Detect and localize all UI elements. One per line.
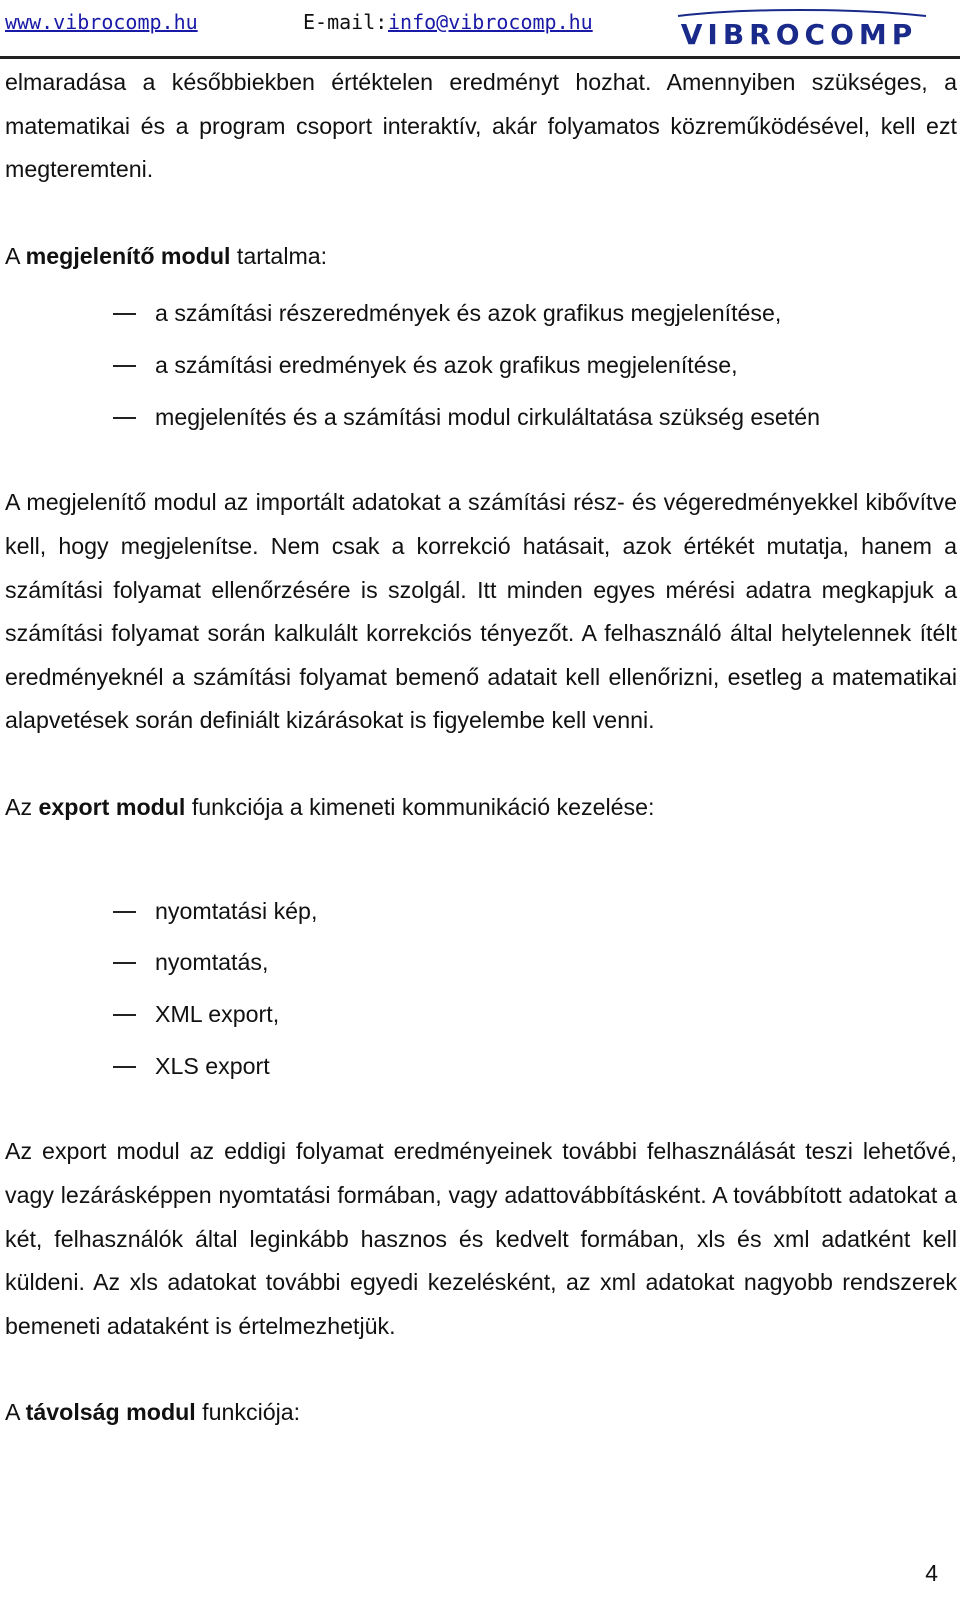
export-module-heading (5, 786, 957, 830)
heading-prefix: A (5, 1399, 26, 1426)
dash-bullet (113, 313, 136, 315)
distance-module-heading (5, 1391, 957, 1435)
distance-module-term: távolság modul (25, 1399, 196, 1426)
list-item (5, 1041, 957, 1093)
heading-suffix: tartalma: (230, 242, 328, 269)
dash-bullet (113, 911, 136, 913)
heading-prefix: Az (5, 794, 39, 820)
logo-swoosh (678, 10, 926, 16)
page-number: 4 (925, 1560, 938, 1586)
list-item (5, 989, 957, 1041)
email-link[interactable]: info@vibrocomp.hu (388, 10, 593, 34)
dash-bullet (113, 365, 136, 367)
spacer (5, 278, 957, 288)
dash-bullet (113, 417, 136, 419)
list-item-text: nyomtatási kép, (155, 897, 318, 924)
list-item (5, 886, 957, 938)
spacer (5, 443, 957, 481)
spacer (5, 1348, 957, 1391)
document-body (5, 61, 957, 1435)
display-module-list (5, 288, 957, 443)
list-item-text: nyomtatás, (155, 949, 269, 976)
dash-bullet (113, 1066, 136, 1068)
list-item-text: XLS export (155, 1052, 270, 1079)
heading-suffix: funkciója: (195, 1399, 301, 1426)
dash-bullet (113, 962, 136, 964)
list-item-text: XML export, (155, 1000, 280, 1027)
email-label: E-mail: (303, 10, 388, 34)
header-divider (0, 56, 960, 59)
display-module-term: megjelenítő modul (25, 242, 231, 269)
intro-paragraph: elmaradása a későbbiekben értéktelen eredményt hozhat. Amennyiben szükséges, a matematikai és a program csoport interaktív, akár folyamatos közreműködésével, kell ezt megteremteni. (5, 69, 957, 183)
list-item (5, 392, 957, 444)
export-module-list (5, 886, 957, 1093)
export-module-paragraph: Az export modul az eddigi folyamat eredményeinek további felhasználását teszi lehetővé, vagy lezárásképpen nyomtatási formában, vagy adattovábbításként. A továbbított adatokat a két, felhasználók által leginkább hasznos és kedvelt formában, xls és xml adatként kell küldeni. Az xls adatokat további egyedi kezelésként, az xml adatokat nagyobb rendszerek bemeneti adataként is értelmezhetjük. (5, 1138, 957, 1339)
list-item-text: a számítási eredmények és azok grafikus megjelenítése, (155, 352, 738, 379)
page-header (0, 0, 960, 56)
vibrocomp-logo (664, 6, 934, 52)
website-link[interactable]: www.vibrocomp.hu (5, 10, 198, 34)
display-module-paragraph: A megjelenítő modul az importált adatokat a számítási rész- és végeredményekkel kibővítve kell, hogy megjelenítse. Nem csak a korrekció hatásait, azok értékét mutatja, hanem a számítási folyamat ellenőrzésére is szolgál. Itt minden egyes mérési adatra megkapjuk a számítási folyamat során kalkulált korrekciós tényezőt. A felhasználó által helytelennek ítélt eredményeknél a számítási folyamat bemenő adatait kell ellenőrizni, esetleg a matematikai alapvetések során definiált kizárásokat is figyelembe kell venni. (5, 489, 957, 734)
logo-wordmark: VIBROCOMP (680, 18, 918, 51)
list-item-text: megjelenítés és a számítási modul cirkuláltatása szükség esetén (155, 403, 821, 430)
list-item (5, 288, 957, 340)
list-item-text: a számítási részeredmények és azok grafikus megjelenítése, (155, 300, 782, 327)
list-item (5, 340, 957, 392)
list-item (5, 937, 957, 989)
spacer (5, 743, 957, 786)
export-module-term: export modul (38, 794, 186, 820)
spacer (5, 192, 957, 235)
spacer (5, 1092, 957, 1130)
heading-suffix: funkciója a kimeneti kommunikáció kezelése: (185, 794, 655, 820)
dash-bullet (113, 1014, 136, 1016)
display-module-heading (5, 235, 957, 279)
heading-prefix: A (5, 242, 26, 269)
spacer (5, 830, 957, 886)
